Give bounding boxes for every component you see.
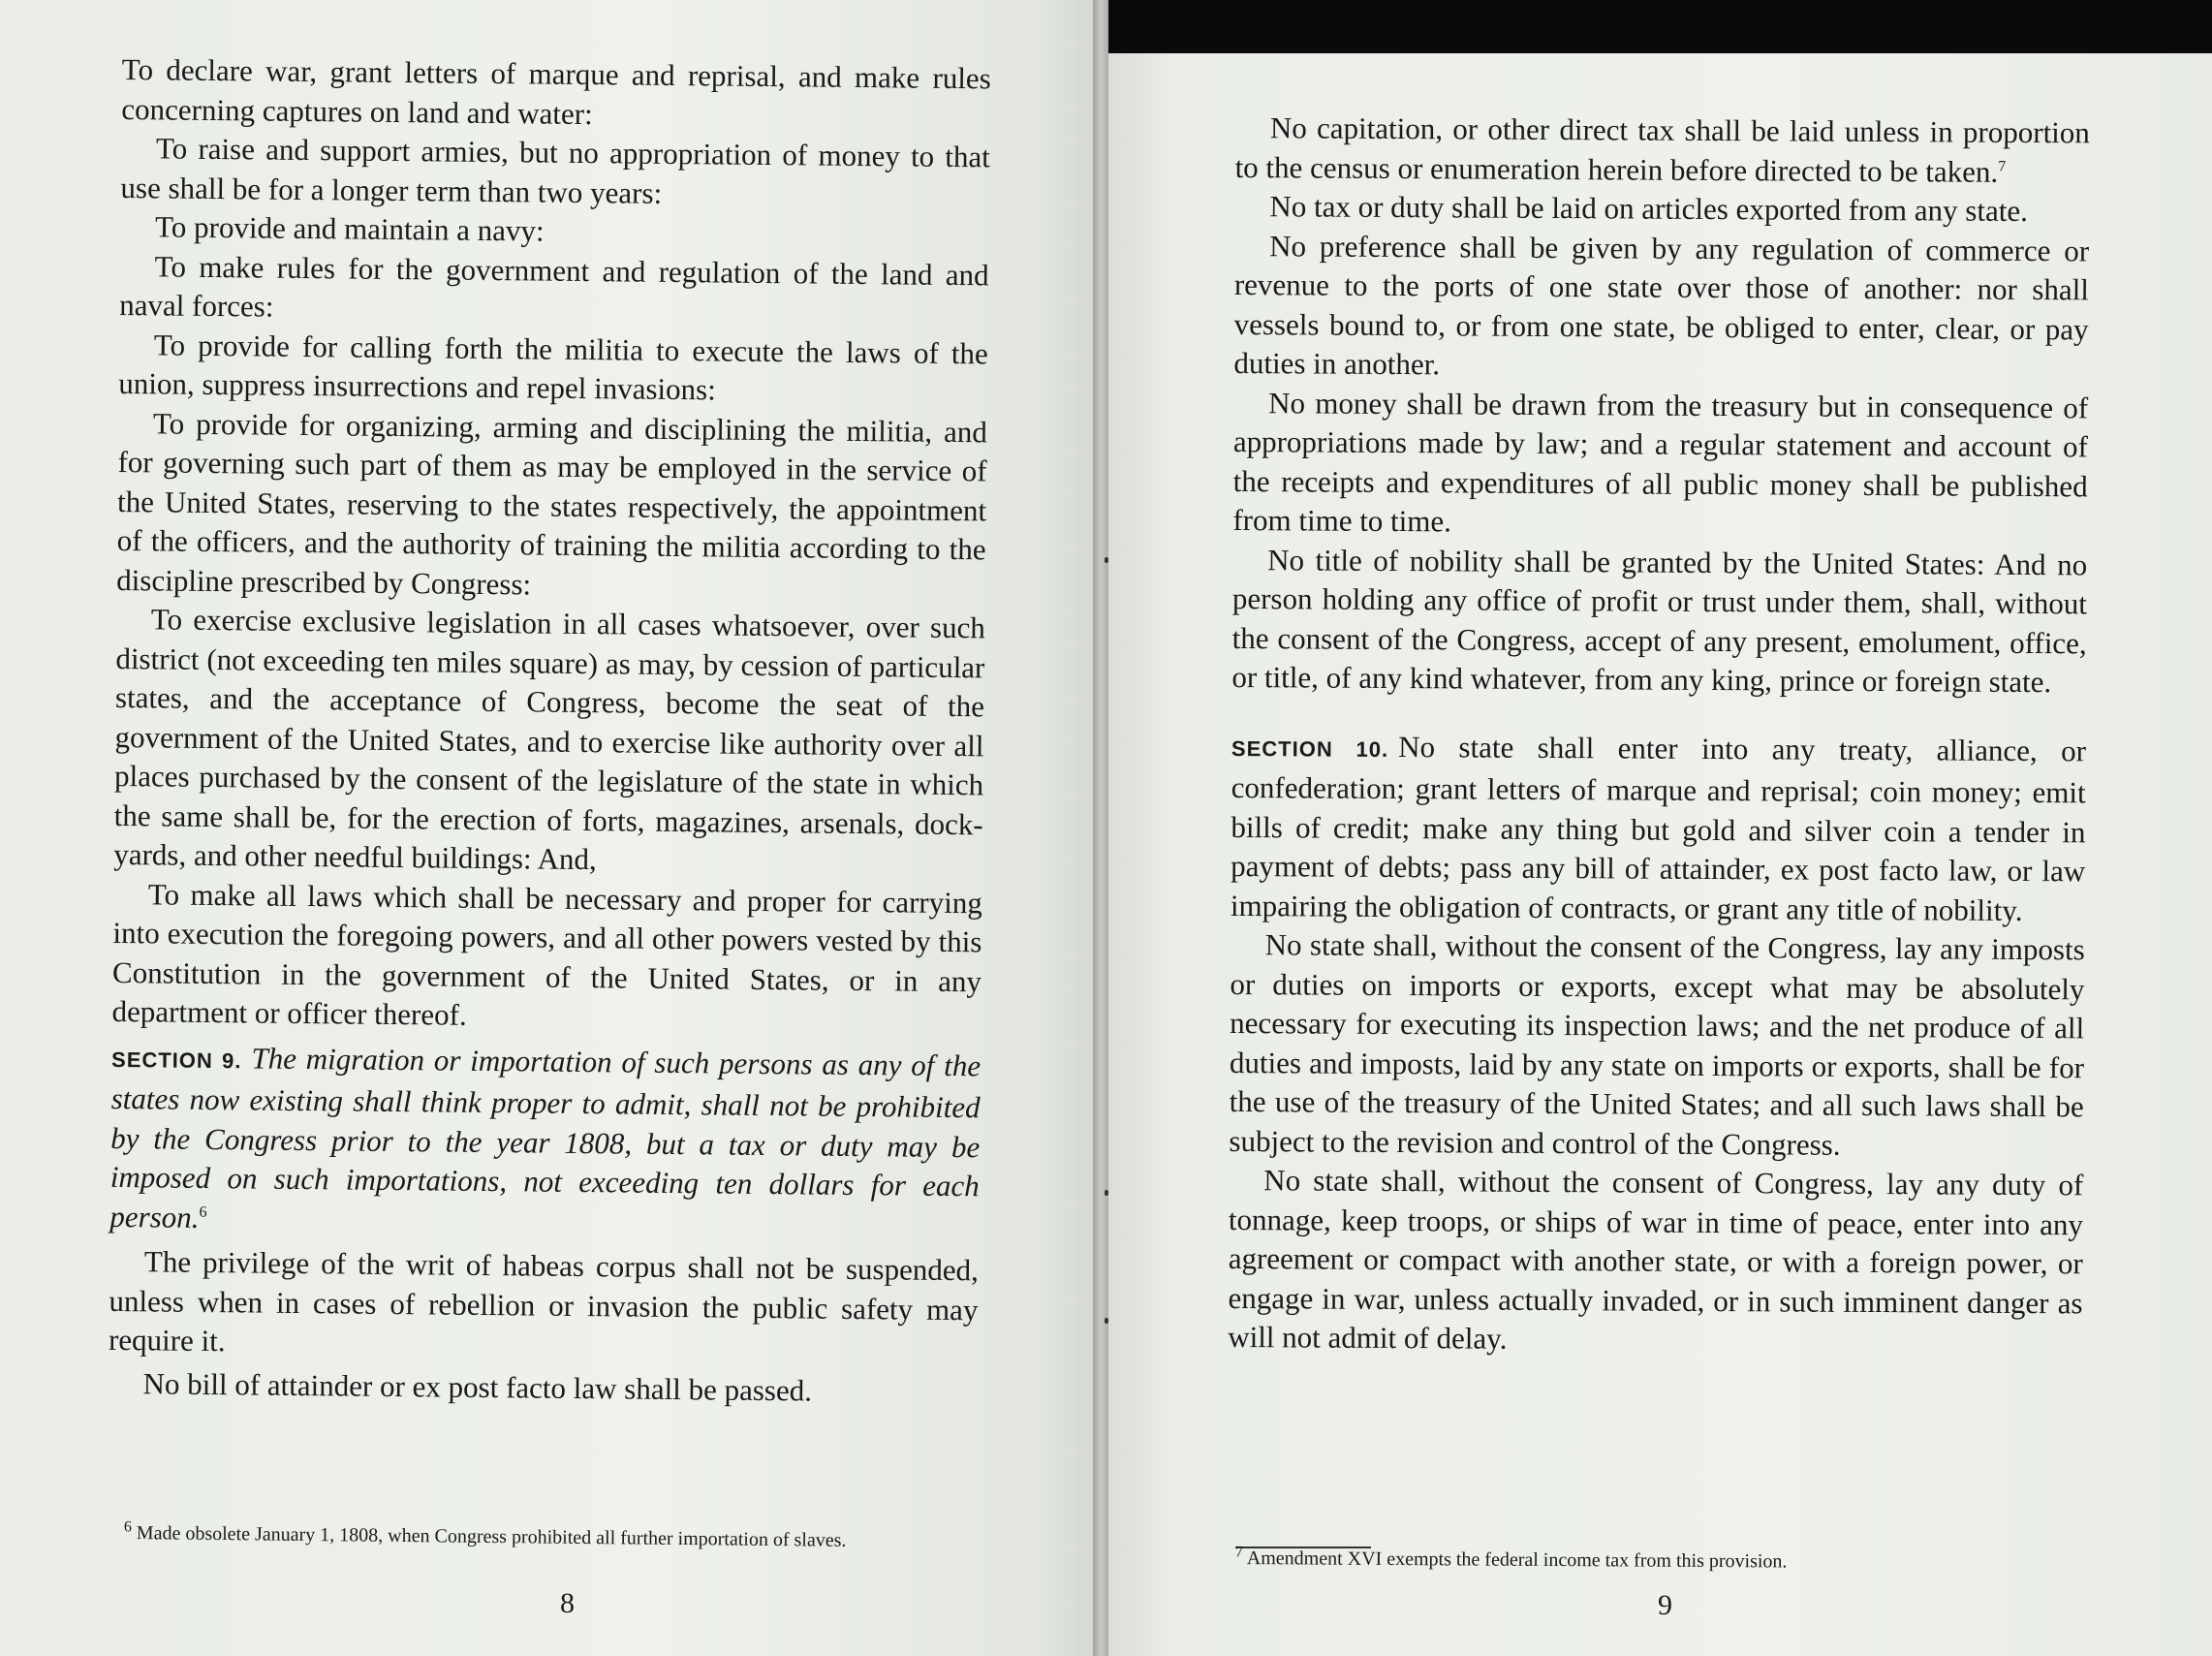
footnote-reference: 7 (1998, 157, 2007, 175)
section-10-heading: SECTION 10. (1231, 735, 1389, 762)
book-gutter (1093, 0, 1108, 1656)
paragraph (1235, 109, 2090, 192)
section-9-heading: SECTION 9. (110, 1047, 242, 1073)
paragraph: No money shall be drawn from the treasury but in consequence of appropriations made by law; and a regular statement and account of the receipts and expenditures of all public money shall be published from time to time. (1232, 385, 2089, 539)
ink-speck (1105, 557, 1108, 563)
footnote-reference: 6 (199, 1203, 207, 1221)
page-number: 8 (560, 1587, 575, 1619)
ink-speck (1105, 1190, 1108, 1196)
paragraph: The privilege of the writ of habeas corpus shall not be suspended, unless when in cases of rebellion or invasion the public safety may require it. (108, 1244, 980, 1359)
paragraph-text: No capitation, or other direct tax shall be laid unless in proportion to the census or enumeration herein before directed to be taken. (1234, 110, 2090, 189)
section-9-text: The migration or importation of such persons as any of the states now existing shall think proper to admit, shall not be prohibited by the Congress prior to the year 1808, but a tax or duty may be imposed on such importations, not exceeding ten dollars for each person. (109, 1040, 981, 1234)
paragraph: To declare war, grant letters of marque and reprisal, and make rules concerning captures on land and water: (121, 51, 991, 131)
left-page-text (108, 50, 991, 1412)
footnote-mark: 6 (123, 1518, 133, 1536)
paragraph: To exercise exclusive legislation in all cases whatsoever, over such district (not exceeding ten miles square) as may, by cession of particular states, and the acceptance of Congress, become the seat of the government of the United States, and to exercise like authority over all places purchased by the consent of the legislature of the state in which the same shall be, for the erection of forts, magazines, arsenals, dock-yards, and other needful buildings: And, (113, 602, 985, 877)
paragraph: No bill of attainder or ex post facto law shall be passed. (142, 1365, 813, 1408)
footnote-mark: 7 (1234, 1544, 1244, 1561)
paragraph: No preference shall be given by any regulation of commerce or revenue to the ports of one state over those of another: nor shall vessels bound to, or from one state, be obliged to enter, clear, or pay duties in another. (1233, 228, 2090, 382)
section-10-text: No state shall enter into any treaty, alliance, or confederation; grant letters of marque and reprisal; coin money; emit bills of credit; make any thing but gold and silver coin a tender in payment of debts; pass any bill of attainder, ex post facto law, or law impairing the obligation of contracts, or grant any title of nobility. (1230, 729, 2087, 927)
section-10 (1231, 726, 2086, 930)
paragraph: To make all laws which shall be necessary and proper for carrying into execution the foregoing powers, and all other powers vested by this Constitution in the government of the United States, or in any department or officer thereof. (111, 876, 983, 1032)
section-9 (109, 1037, 981, 1245)
paragraph: To provide and maintain a navy: (154, 209, 545, 248)
paragraph: No tax or duty shall be laid on articles exported from any state. (1269, 189, 2029, 228)
paragraph: No state shall, without the consent of Congress, lay any duty of tonnage, keep troops, or ships of war in time of peace, enter into any agreement or compact with another state, or with a foreign power, or engage in war, unless actually invaded, or in such imminent danger as will not admit of delay. (1228, 1163, 2084, 1356)
page-number: 9 (1658, 1589, 1672, 1621)
paragraph: To provide for calling forth the militia to execute the laws of the union, suppress insurrections and repel invasions: (118, 327, 988, 407)
footnote-text: Amendment XVI exempts the federal income tax from this provision. (1246, 1547, 1788, 1573)
right-page-text (1228, 109, 2090, 1362)
paragraph: To provide for organizing, arming and disciplining the militia, and for governing such part of them as may be employed in the service of the United States, reserving to the states respectively, the appointment of the officers, and the authority of training the militia according to the discipline prescribed by Congress: (116, 405, 988, 601)
paragraph: No title of nobility shall be granted by the United States: And no person holding any office of profit or trust under them, shall, without the consent of the Congress, accept of any present, emolument, office, or title, of any kind whatever, from any king, prince or foreign state. (1231, 542, 2088, 700)
paragraph: To raise and support armies, but no appropriation of money to that use shall be for a longer term than two years: (120, 131, 991, 210)
footnote-text: Made obsolete January 1, 1808, when Congress prohibited all further importation of slaves. (136, 1522, 847, 1551)
paragraph: To make rules for the government and regulation of the land and naval forces: (119, 248, 989, 324)
ink-speck (1105, 1318, 1108, 1324)
paragraph: No state shall, without the consent of the Congress, lay any imposts or duties on imports or exports, except what may be absolutely necessary for executing its inspection laws; and the net produce of all duties and imposts, laid by any state on imports or exports, shall be for the use of the treasury of the United States; and all such laws shall be subject to the revision and control of the Congress. (1229, 927, 2085, 1162)
